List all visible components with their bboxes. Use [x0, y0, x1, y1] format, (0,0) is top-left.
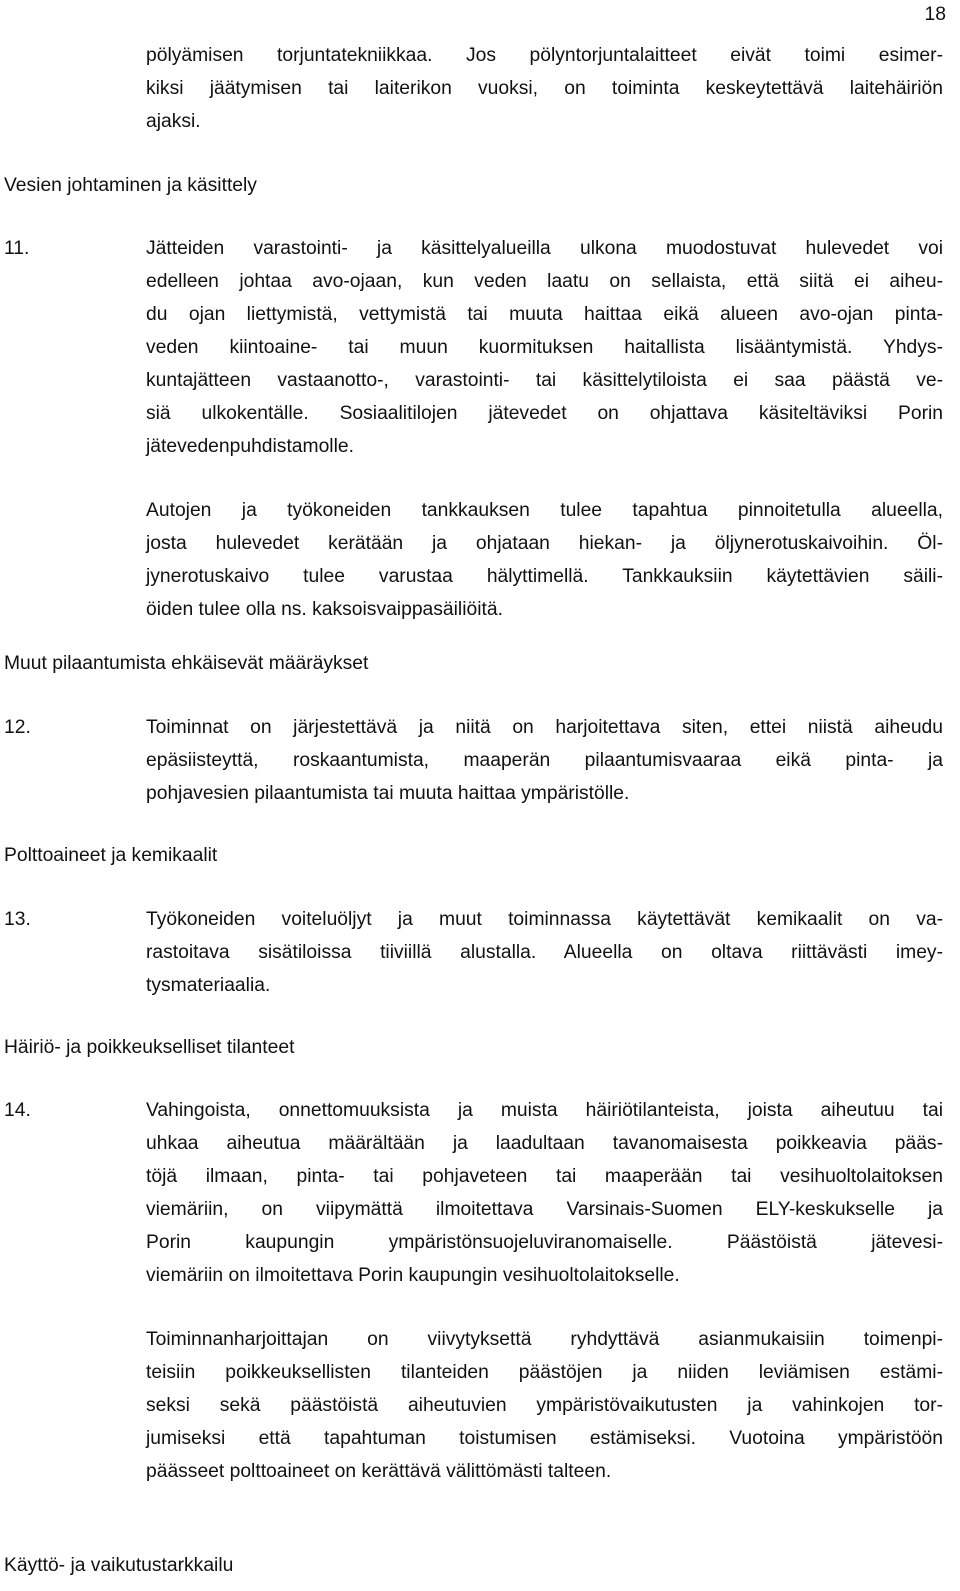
item-14-line: uhkaa aiheutua määrältään ja laadultaan tavanomaisesta poikkeavia pääs-: [146, 1133, 943, 1154]
item-14-line: viemäriin on ilmoitettava Porin kaupungin vesihuoltolaitokselle.: [146, 1265, 680, 1286]
item-11-p2-line: josta hulevedet kerätään ja ohjataan hiekan- ja öljynerotuskaivoihin. Öl-: [146, 533, 943, 554]
item-12-line: Toiminnat on järjestettävä ja niitä on harjoitettava siten, ettei niistä aiheudu: [146, 717, 943, 738]
section-heading-water: Vesien johtaminen ja käsittely: [4, 175, 257, 196]
item-14-p2-line: teisiin poikkeuksellisten tilanteiden päästöjen ja niiden leviämisen estämi-: [146, 1362, 943, 1383]
item-14-line: töjä ilmaan, pinta- tai pohjaveteen tai maaperään tai vesihuoltolaitoksen: [146, 1166, 943, 1187]
item-14-p2-line: päässeet polttoaineet on kerättävä välittömästi talteen.: [146, 1461, 612, 1482]
intro-line: ajaksi.: [146, 111, 201, 132]
item-number-11: 11.: [4, 238, 30, 259]
intro-line: kiksi jäätymisen tai laiterikon vuoksi, on toiminta keskeytettävä laitehäiriön: [146, 78, 943, 99]
item-13-line: rastoitava sisätiloissa tiiviillä alustalla. Alueella on oltava riittävästi imey-: [146, 942, 943, 963]
item-14-p2-line: Toiminnanharjoittajan on viivytyksettä ryhdyttävä asianmukaisiin toimenpi-: [146, 1329, 943, 1350]
item-14-line: Porin kaupungin ympäristönsuojeluviranomaiselle. Päästöistä jätevesi-: [146, 1232, 943, 1253]
item-14-line: viemäriin, on viipymättä ilmoitettava Varsinais-Suomen ELY-keskukselle ja: [146, 1199, 943, 1220]
item-11-line: jätevedenpuhdistamolle.: [146, 436, 354, 457]
item-13-line: tysmateriaalia.: [146, 975, 271, 996]
item-11-line: edelleen johtaa avo-ojaan, kun veden laatu on sellaista, että siitä ei aiheu-: [146, 271, 943, 292]
item-11-p2-line: öiden tulee olla ns. kaksoisvaippasäiliöitä.: [146, 599, 503, 620]
section-heading-monitoring: Käyttö- ja vaikutustarkkailu: [4, 1555, 234, 1576]
item-13-line: Työkoneiden voiteluöljyt ja muut toiminnassa käytettävät kemikaalit on va-: [146, 909, 943, 930]
section-heading-fuels: Polttoaineet ja kemikaalit: [4, 845, 218, 866]
item-number-12: 12.: [4, 717, 31, 738]
item-14-p2-line: seksi sekä päästöistä aiheutuvien ympäristövaikutusten ja vahinkojen tor-: [146, 1395, 943, 1416]
item-11-line: kuntajätteen vastaanotto-, varastointi- tai käsittelytiloista ei saa päästä ve-: [146, 370, 943, 391]
item-11-line: siä ulkokentälle. Sosiaalitilojen jätevedet on ohjattava käsiteltäviksi Porin: [146, 403, 943, 424]
item-11-line: veden kiintoaine- tai muun kuormituksen haitallista lisääntymistä. Yhdys-: [146, 337, 943, 358]
item-11-p2-line: Autojen ja työkoneiden tankkauksen tulee tapahtua pinnoitetulla alueella,: [146, 500, 943, 521]
page-number: 18: [924, 4, 946, 25]
intro-line: pölyämisen torjuntatekniikkaa. Jos pölyntorjuntalaitteet eivät toimi esimer-: [146, 45, 943, 66]
item-14-line: Vahingoista, onnettomuuksista ja muista häiriötilanteista, joista aiheutuu tai: [146, 1100, 943, 1121]
section-heading-disturbance: Häiriö- ja poikkeukselliset tilanteet: [4, 1037, 295, 1058]
section-heading-pollution: Muut pilaantumista ehkäisevät määräykset: [4, 653, 369, 674]
item-number-14: 14.: [4, 1100, 31, 1121]
item-11-p2-line: jynerotuskaivo tulee varustaa hälyttimellä. Tankkauksiin käytettävien säili-: [146, 566, 943, 587]
item-12-line: epäsiisteyttä, roskaantumista, maaperän pilaantumisvaaraa eikä pinta- ja: [146, 750, 943, 771]
item-11-line: Jätteiden varastointi- ja käsittelyalueilla ulkona muodostuvat hulevedet voi: [146, 238, 943, 259]
item-14-p2-line: jumiseksi että tapahtuman toistumisen estämiseksi. Vuotoina ympäristöön: [146, 1428, 943, 1449]
item-number-13: 13.: [4, 909, 31, 930]
item-11-line: du ojan liettymistä, vettymistä tai muuta haittaa eikä alueen avo-ojan pinta-: [146, 304, 943, 325]
item-12-line: pohjavesien pilaantumista tai muuta haittaa ympäristölle.: [146, 783, 630, 804]
